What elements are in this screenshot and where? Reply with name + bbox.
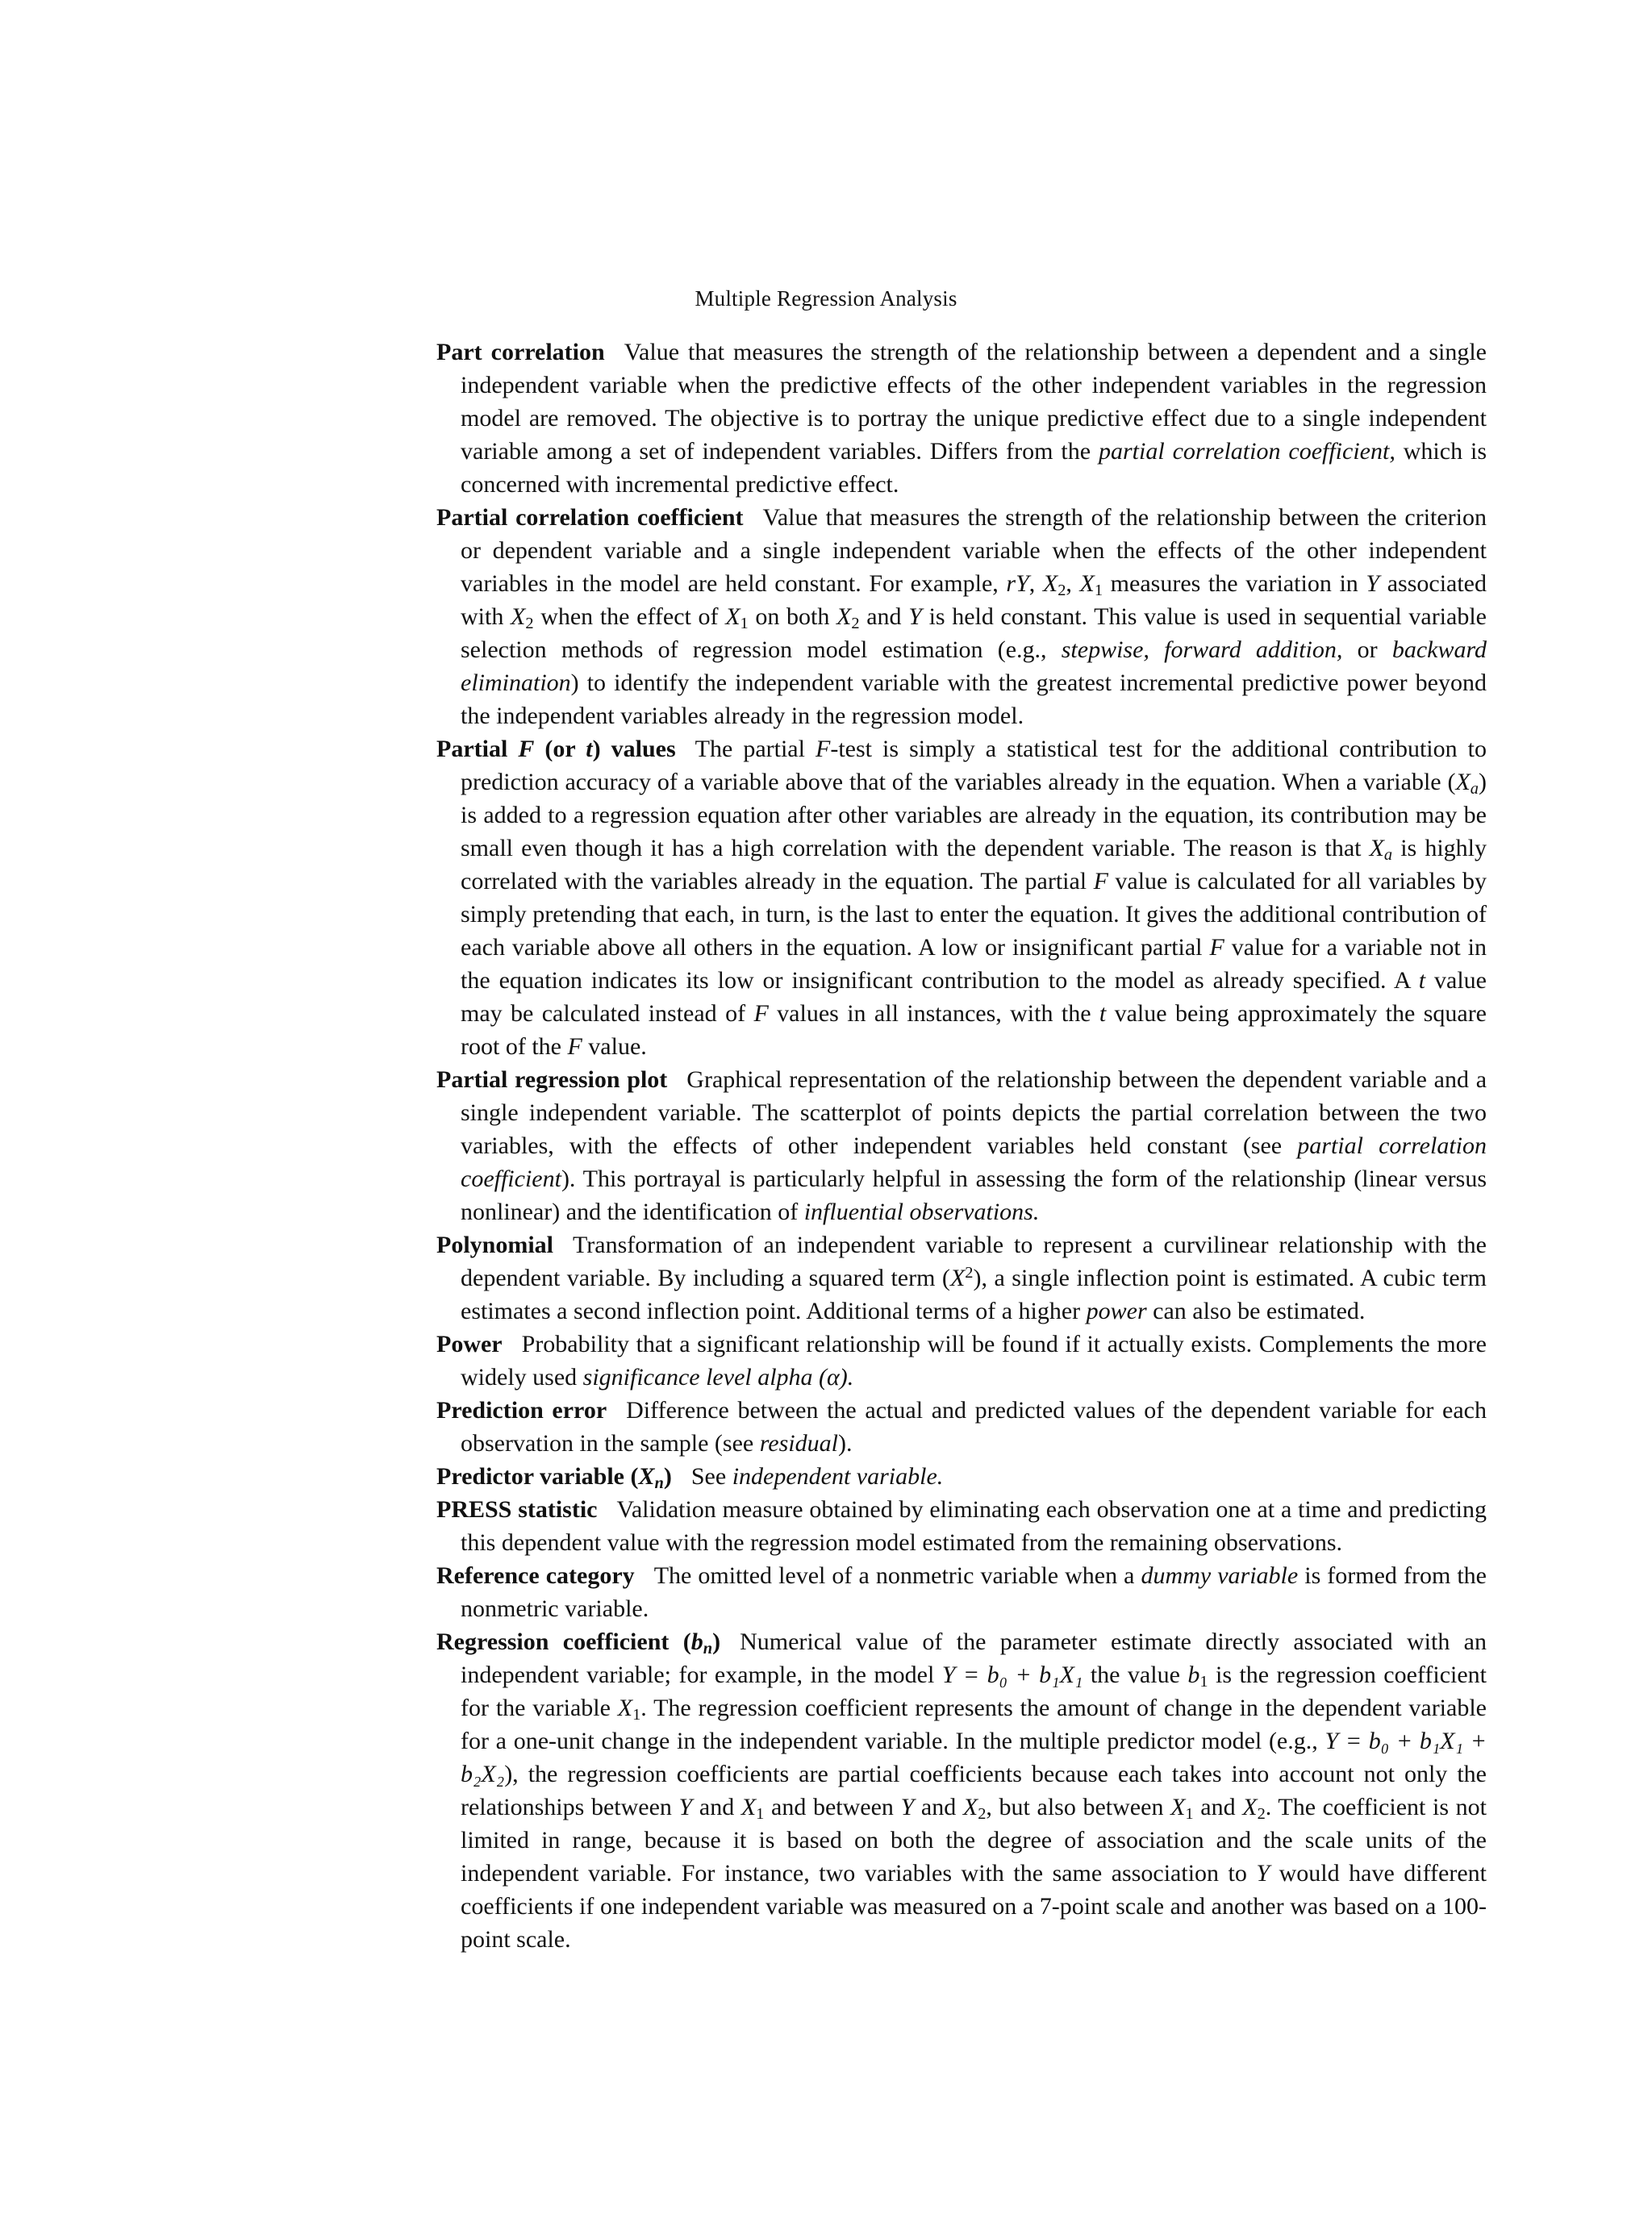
math-symbol: X xyxy=(1079,570,1095,597)
definition-text: The omitted level of a nonmetric variable when a xyxy=(653,1562,1141,1589)
math-symbol: F xyxy=(567,1033,582,1060)
definition-text: on both xyxy=(748,603,837,630)
term-text: ) xyxy=(663,1463,672,1490)
math-symbol: t xyxy=(1099,1000,1107,1027)
math-symbol: X xyxy=(617,1695,633,1721)
definition-text: ) to identify the independent variable with the greatest incremental predictive power beyond the independent variables already in the regression model. xyxy=(461,669,1487,729)
definition-text: would have different coefficients if one independent variable was measured on a 7-point scale and another was based on a 100-point scale. xyxy=(461,1860,1487,1953)
definition-text: and xyxy=(1193,1794,1243,1820)
math-superscript: 2 xyxy=(965,1263,974,1282)
term-press-statistic: PRESS statistic xyxy=(436,1496,598,1523)
math-symbol: X xyxy=(725,603,740,630)
term-predictor-variable xyxy=(436,1463,672,1493)
cross-reference: significance level alpha (α). xyxy=(582,1364,854,1391)
definition-text: associated with xyxy=(461,570,1487,630)
math-subscript: 1 xyxy=(1094,582,1103,600)
entry-reference-category xyxy=(436,1559,1487,1625)
definition-text: , but also between xyxy=(986,1794,1171,1820)
term-regression-coefficient xyxy=(436,1628,721,1658)
term-text: (or xyxy=(534,736,586,762)
math-subscript: n xyxy=(703,1640,713,1658)
cross-reference: partial correlation coefficient, xyxy=(1098,438,1395,465)
definition-text: Value that measures the strength of the relationship between a dependent and a single independent variable when the predictive effects of the other independent variables in the regression model are removed. The objective is to portray the unique predictive effect due to a single independent variable among a set of independent variables. Differs from the xyxy=(461,339,1487,465)
math-subscript: a xyxy=(1470,780,1479,799)
definition-text: value. xyxy=(582,1033,647,1060)
definition-text: is highly correlated with the variables already in the equation. The partial xyxy=(461,835,1487,894)
definition-text: when the effect of xyxy=(533,603,726,630)
math-subscript: n xyxy=(654,1474,664,1493)
term-text: Regression coefficient ( xyxy=(436,1628,691,1655)
math-symbol: X xyxy=(511,603,526,630)
running-header: Multiple Regression Analysis xyxy=(695,286,957,311)
math-symbol: t xyxy=(586,736,593,762)
cross-reference: dummy variable xyxy=(1141,1562,1299,1589)
definition-text: -test is simply a statistical test for the additional contribution to prediction accuracy of a variable above that of the variables already in the equation. When a variable ( xyxy=(461,736,1487,795)
math-symbol: X xyxy=(1242,1794,1258,1820)
math-symbol: X xyxy=(1455,769,1471,795)
term-partial-f-values xyxy=(436,736,676,762)
math-symbol: Y xyxy=(1366,570,1380,597)
definition-text: . The regression coefficient represents the amount of change in the dependent variable for a one-unit change in the independent variable. In the multiple predictor model (e.g., xyxy=(461,1695,1487,1754)
math-subscript: 1 xyxy=(632,1706,641,1724)
math-symbol: X xyxy=(836,603,852,630)
math-symbol: F xyxy=(518,736,535,762)
definition-text: and between xyxy=(764,1794,901,1820)
definition-text: Probability that a significant relationship will be found if it actually exists. Complements the more widely used xyxy=(461,1331,1487,1391)
definition-text: See xyxy=(690,1463,732,1490)
math-symbol: X xyxy=(1369,835,1384,861)
definition-text: and xyxy=(692,1794,741,1820)
definition-text: value for a variable not in the equation indicates its low or insignificant contribution to the model as already specified. A xyxy=(461,934,1487,994)
math-symbol: X xyxy=(949,1265,966,1291)
entry-polynomial xyxy=(436,1228,1487,1328)
definition-text: ), the regression coefficients are partial coefficients because each takes into account not only the relationships between xyxy=(461,1761,1487,1820)
math-symbol: Y xyxy=(1256,1860,1270,1887)
math-symbol: X xyxy=(1042,570,1058,597)
term-power: Power xyxy=(436,1331,503,1357)
definition-text: and xyxy=(859,603,909,630)
cross-reference: power xyxy=(1086,1298,1147,1324)
definition-text: measures the variation in xyxy=(1103,570,1366,597)
definition-text: value is calculated for all variables by simply pretending that each, in turn, is the last to enter the equation. It gives the additional contribution of each variable above all others in the equation. A low or insignificant partial xyxy=(461,868,1487,961)
definition-text: , xyxy=(1028,570,1043,597)
term-polynomial: Polynomial xyxy=(436,1232,554,1258)
math-symbol: t xyxy=(1418,967,1426,994)
entry-power xyxy=(436,1328,1487,1394)
definition-text: Numerical value of the parameter estimate directly associated with an independent variable; for example, in the model xyxy=(461,1628,1487,1688)
term-partial-correlation-coefficient: Partial correlation coefficient xyxy=(436,504,744,531)
definition-text: Validation measure obtained by eliminating each observation one at a time and predicting this dependent value with the regression model estimated from the remaining observations. xyxy=(461,1496,1487,1556)
glossary-body xyxy=(436,336,1487,1956)
math-symbol: X xyxy=(962,1794,978,1820)
cross-reference: influential observations. xyxy=(803,1199,1040,1225)
math-symbol: F xyxy=(1209,934,1224,961)
math-symbol: rY xyxy=(1006,570,1029,597)
definition-text: is the regression coefficient for the variable xyxy=(461,1662,1487,1721)
term-prediction-error: Prediction error xyxy=(436,1397,607,1424)
equation: Y = b₀ + b₁X₁ xyxy=(941,1662,1083,1688)
definition-text: can also be estimated. xyxy=(1146,1298,1366,1324)
cross-reference: residual xyxy=(759,1430,838,1457)
definition-text: ). This portrayal is particularly helpful in assessing the form of the relationship (linear versus nonlinear) and the identification of xyxy=(461,1165,1487,1225)
cross-reference: backward elimination xyxy=(461,636,1487,696)
cross-reference: stepwise, forward addition, xyxy=(1061,636,1343,663)
math-subscript: 2 xyxy=(851,615,860,633)
math-subscript: 1 xyxy=(756,1805,765,1824)
math-symbol: X xyxy=(1170,1794,1186,1820)
definition-text: ), a single inflection point is estimated. A cubic term estimates a second inflection point. Additional terms of a higher xyxy=(461,1265,1487,1324)
math-subscript: 1 xyxy=(1185,1805,1194,1824)
entry-partial-correlation-coefficient xyxy=(436,501,1487,732)
term-reference-category: Reference category xyxy=(436,1562,635,1589)
term-part-correlation: Part correlation xyxy=(436,339,605,365)
math-symbol: X xyxy=(638,1463,655,1490)
math-symbol: F xyxy=(816,736,831,762)
term-text: ) xyxy=(712,1628,721,1655)
math-symbol: b xyxy=(690,1628,703,1655)
equation: Y = b₀ + b₁X₁ + b₂X₂ xyxy=(461,1728,1487,1787)
definition-text: , xyxy=(1066,570,1080,597)
math-subscript: 2 xyxy=(525,615,534,633)
math-symbol: Y xyxy=(900,1794,915,1820)
math-symbol: Y xyxy=(678,1794,693,1820)
math-symbol: F xyxy=(1093,868,1108,894)
math-symbol: F xyxy=(753,1000,769,1027)
definition-text: Transformation of an independent variable to represent a curvilinear relationship with the dependent variable. By including a squared term ( xyxy=(461,1232,1487,1291)
definition-text: ) is added to a regression equation after other variables are already in the equation, its contribution may be small even though it has a high correlation with the dependent variable. The reason is that xyxy=(461,769,1487,861)
math-subscript: 2 xyxy=(1058,582,1066,600)
cross-reference: partial correlation coefficient xyxy=(461,1132,1487,1192)
definition-text: Value that measures the strength of the relationship between the criterion or dependent variable and a single independent variable when the effects of the other independent variables in the model are held constant. For example, xyxy=(461,504,1487,597)
math-symbol: b xyxy=(1187,1662,1200,1688)
math-subscript: 1 xyxy=(740,615,749,633)
math-subscript: 1 xyxy=(1199,1673,1208,1691)
definition-text: is formed from the nonmetric variable. xyxy=(461,1562,1487,1622)
term-text: ) values xyxy=(592,736,676,762)
definition-text: Difference between the actual and predicted values of the dependent variable for each observation in the sample (see xyxy=(461,1397,1487,1457)
term-text: Predictor variable ( xyxy=(436,1463,639,1490)
math-subscript: a xyxy=(1383,846,1393,865)
cross-reference: independent variable. xyxy=(732,1463,944,1490)
entry-partial-regression-plot xyxy=(436,1063,1487,1228)
definition-text: values in all instances, with the xyxy=(768,1000,1099,1027)
term-partial-regression-plot: Partial regression plot xyxy=(436,1066,668,1093)
math-symbol: X xyxy=(740,1794,757,1820)
definition-text: . The coefficient is not limited in range, because it is based on both the degree of association and the scale units of the independent variable. For instance, two variables with the same association to xyxy=(461,1794,1487,1887)
definition-text: ). xyxy=(837,1430,853,1457)
math-subscript: 2 xyxy=(978,1805,987,1824)
definition-text: is held constant. This value is used in sequential variable selection methods of regression model estimation (e.g., xyxy=(461,603,1487,663)
entry-press-statistic xyxy=(436,1493,1487,1559)
entry-part-correlation xyxy=(436,336,1487,501)
definition-text: value may be calculated instead of xyxy=(461,967,1487,1027)
definition-text: and xyxy=(914,1794,963,1820)
math-symbol: Y xyxy=(908,603,922,630)
definition-text: which is concerned with incremental predictive effect. xyxy=(461,438,1487,498)
definition-text: The partial xyxy=(695,736,816,762)
definition-text: Graphical representation of the relationship between the dependent variable and a single independent variable. The scatterplot of points depicts the partial correlation between the two variables, with the effects of other independent variables held constant (see xyxy=(461,1066,1487,1159)
term-text: Partial xyxy=(436,736,519,762)
definition-text: value being approximately the square root of the xyxy=(461,1000,1487,1060)
entry-regression-coefficient xyxy=(436,1625,1487,1956)
entry-predictor-variable xyxy=(436,1460,1487,1493)
entry-prediction-error xyxy=(436,1394,1487,1460)
entry-partial-f-values xyxy=(436,732,1487,1063)
math-subscript: 2 xyxy=(1257,1805,1266,1824)
definition-text: or xyxy=(1342,636,1392,663)
definition-text: the value xyxy=(1083,1662,1188,1688)
